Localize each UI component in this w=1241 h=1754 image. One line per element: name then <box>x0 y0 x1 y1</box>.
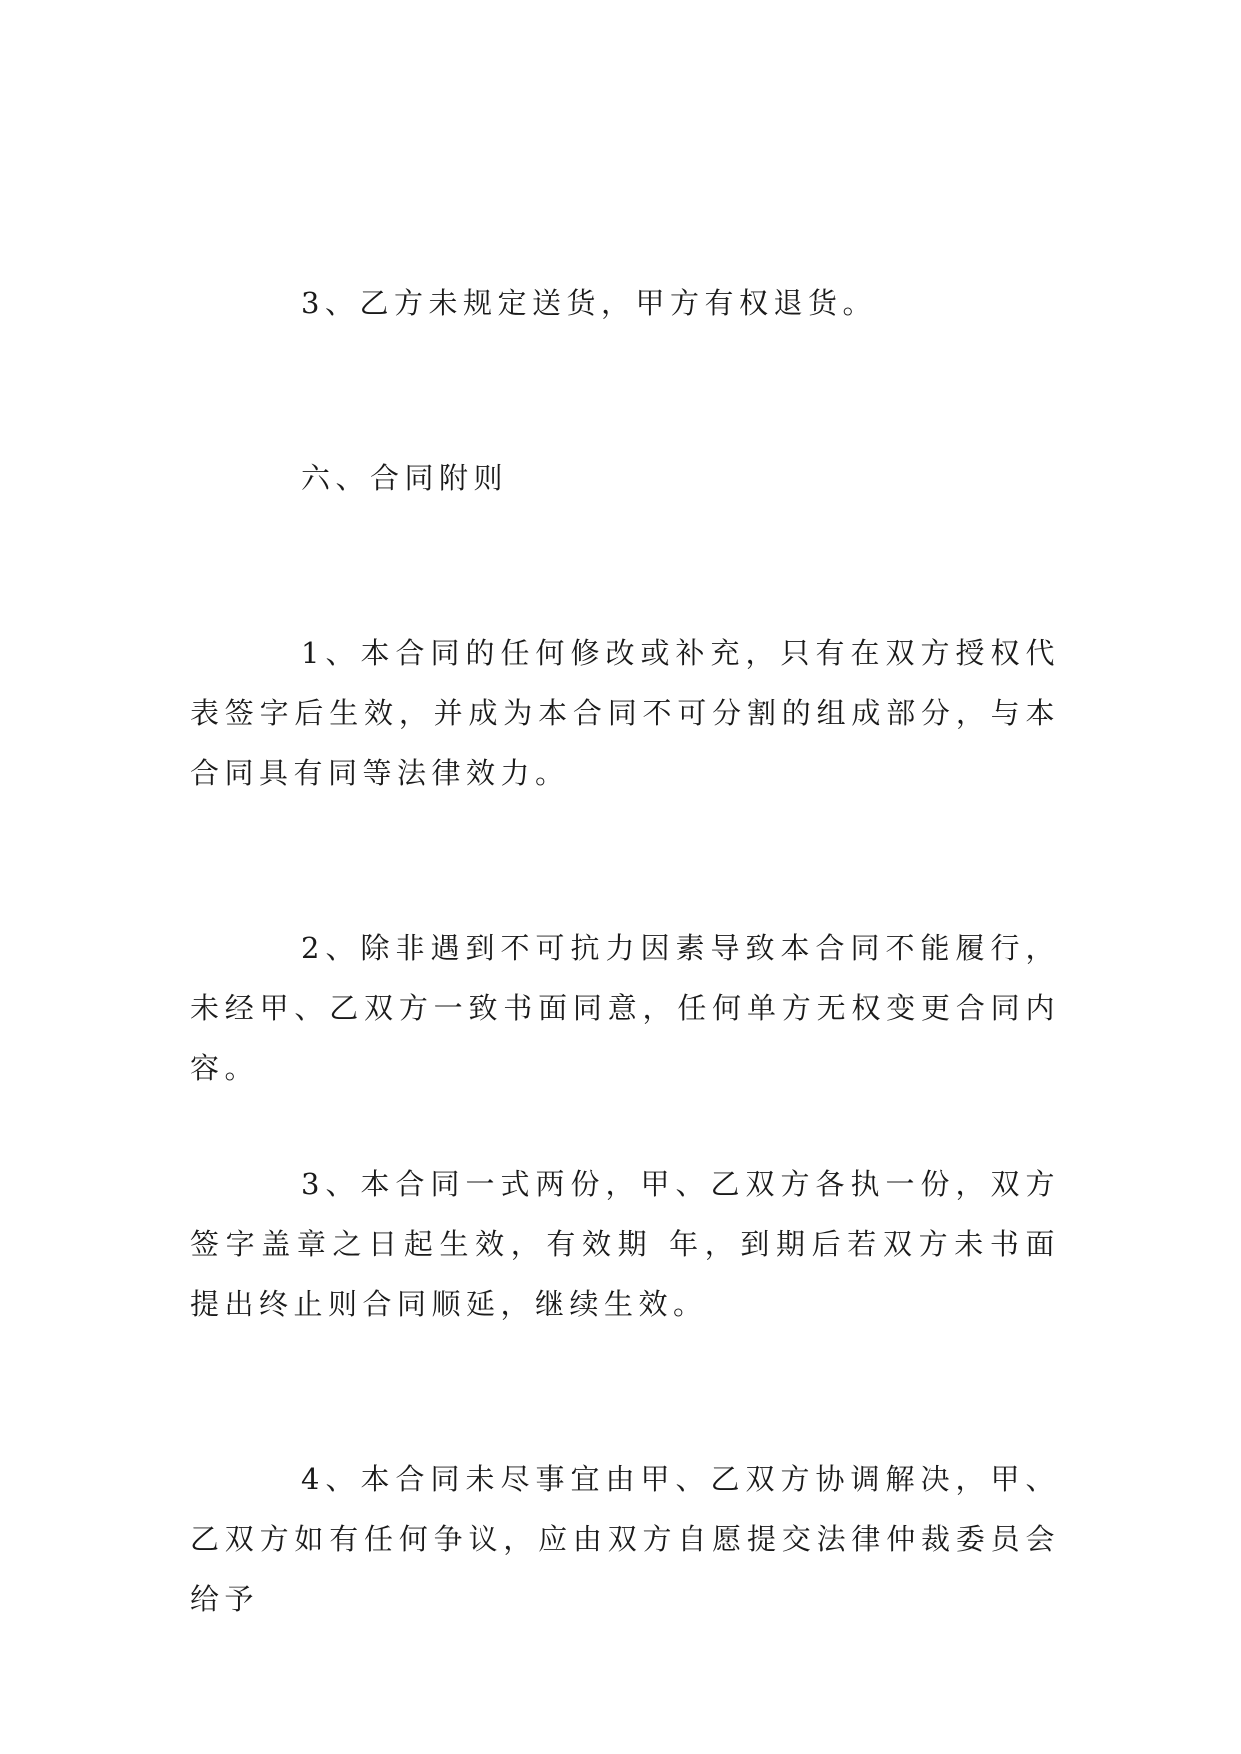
section-6-heading: 六、合同附则 <box>301 461 509 495</box>
clause-6-4-paragraph: 4、本合同未尽事宜由甲、乙双方协调解决，甲、乙双方如有任何争议，应由双方自愿提交法律仲裁委员会给予 <box>190 1462 1060 1616</box>
clause-6-1-paragraph: 1、本合同的任何修改或补充，只有在双方授权代表签字后生效，并成为本合同不可分割的组成部分，与本合同具有同等法律效力。 <box>190 636 1060 790</box>
clause-6-2-paragraph: 2、除非遇到不可抗力因素导致本合同不能履行，未经甲、乙双方一致书面同意，任何单方无权变更合同内容。 <box>190 931 1060 1085</box>
clause-6-3-paragraph: 3、本合同一式两份，甲、乙双方各执一份，双方签字盖章之日起生效，有效期 年，到期后若双方未书面提出终止则合同顺延，继续生效。 <box>190 1167 1060 1321</box>
clause-5-3-paragraph: 3、乙方未规定送货，甲方有权退货。 <box>301 286 877 320</box>
